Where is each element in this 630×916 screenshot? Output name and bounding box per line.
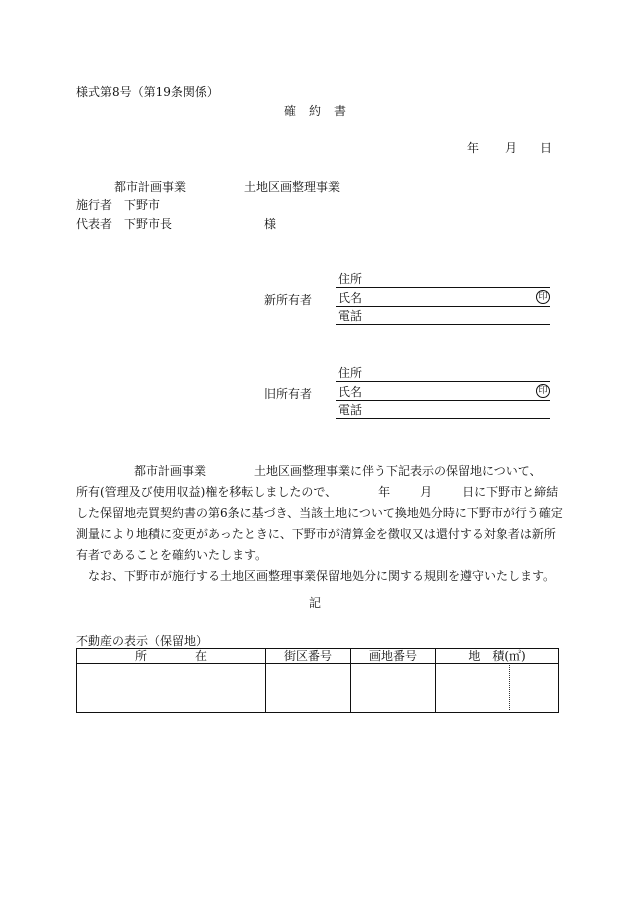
date-month: 月 [505,141,518,155]
body-contract-text: 日に下野市と締結 [462,485,559,499]
new-owner-address-label: 住所 [338,272,363,286]
document-title: 確約書 [284,104,360,118]
new-owner-phone-field[interactable] [336,307,550,325]
old-owner-label: 旧所有者 [264,387,313,401]
implementer-value: 下野市 [124,198,161,212]
representative-value: 下野市長 [124,217,173,231]
old-owner-address-field[interactable] [336,364,550,382]
table-row [77,664,559,713]
table-header-row [77,649,559,664]
ki-label: 記 [309,596,322,610]
property-caption: 不動産の表示（保留地） [76,634,209,648]
body-line-3: した保留地売買契約書の第6条に基づき、当該土地について換地処分時に下野市が行う確定 [76,506,563,520]
implementer-label: 施行者 [76,198,113,212]
cell-lot-number[interactable] [351,664,436,713]
project-type: 土地区画整理事業 [244,180,341,194]
new-owner-name-field[interactable] [336,289,550,307]
property-table [76,648,559,713]
date-day: 日 [540,141,553,155]
header-location: 所 在 [77,649,266,664]
project-name: 都市計画事業 [114,180,187,194]
old-owner-name-field[interactable] [336,383,550,401]
body-year: 年 [378,485,391,499]
new-owner-address-field[interactable] [336,270,550,288]
date-year: 年 [467,141,480,155]
representative-label: 代表者 [76,217,113,231]
old-owner-phone-field[interactable] [336,401,550,419]
body-line-5: 有者であることを確約いたします。 [76,548,268,562]
seal-mark: 印 [538,386,548,396]
body-text [76,461,563,587]
new-owner-phone-label: 電話 [338,309,363,323]
honorific: 様 [264,217,277,231]
body-project-name: 都市計画事業 [134,464,207,478]
cell-location[interactable] [77,664,266,713]
body-line-6 [76,566,556,587]
seal-mark: 印 [538,292,548,302]
body-project-type: 土地区画整理事業に伴う下記表示の保留地について、 [254,464,542,478]
seal-icon [536,290,550,304]
new-owner-name-label: 氏名 [338,291,363,305]
old-owner-address-label: 住所 [338,366,363,380]
body-line-1 [76,461,556,482]
form-number: 様式第8号（第19条関係） [76,85,219,99]
body-transfer-text: 所有(管理及び使用収益)権を移転しましたので、 [76,485,338,499]
header-lot-number: 画地番号 [351,649,436,664]
cell-block-number[interactable] [266,664,351,713]
header-area: 地 積(㎡) [436,649,559,664]
body-line-2 [76,482,559,503]
old-owner-name-label: 氏名 [338,385,363,399]
seal-icon [536,384,550,398]
new-owner-label: 新所有者 [264,293,313,307]
old-owner-phone-label: 電話 [338,403,363,417]
area-decimal-divider [509,665,510,710]
header-block-number: 街区番号 [266,649,351,664]
body-line-4: 測量により地積に変更があったときに、下野市が清算金を徴収又は還付する対象者は新所 [76,527,556,541]
body-month: 月 [420,485,433,499]
body-compliance-text: なお、下野市が施行する土地区画整理事業保留地処分に関する規則を遵守いたします。 [88,569,556,583]
cell-area[interactable] [436,664,559,713]
